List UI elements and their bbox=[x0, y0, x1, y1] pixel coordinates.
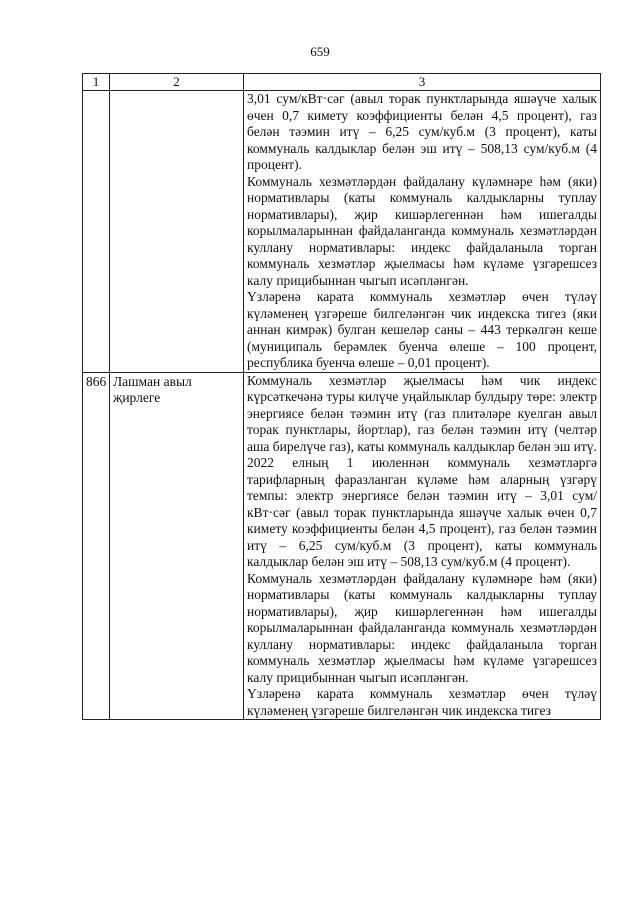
table-header-row bbox=[83, 74, 601, 91]
description-paragraph: Коммуналь хезмәтләрдән файдалану күләмнәре һәм (яки) нормативлары (каты коммуналь калдыкларны туплау нормативлары), җир кишәрлегеннән һәм ишегалды корылмаларыннан файдаланганда коммуналь хезмәтләрдән куллану нормативлары: индекс файдаланыла торган коммуналь хезмәтләр җыелмасы һәм күләме үзгәрешсез калу прицибыннан чыгып исәпләнгән. bbox=[247, 173, 597, 288]
row-name-cell bbox=[110, 91, 244, 373]
description-paragraph: Коммуналь хезмәтләр җыелмасы һәм чик индекс күрсәткечәнә туры килүче уңайлыклар булдыру төре: электр энергиясе белән тәэмин итү (газ плитәләре куелган авыл торак пунктлары, йортлар), газ белән тәэмин итү (челтәр аша бирелүче газ), каты коммуналь калдыклар белән эш итү. bbox=[247, 372, 597, 454]
row-name-cell bbox=[110, 372, 244, 720]
row-number-cell bbox=[83, 372, 110, 720]
description-paragraph: Үзләренә карата коммуналь хезмәтләр өчен түләү күләменең үзгәреше билгеләнгән чик индекска тигез (яки аннан кимрәк) булган кешеләр саны – 443 теркәлгән кеше (муниципаль берәмлек буенча өлеше – 100 процент, республика буенча өлеше – 0,01 процент). bbox=[247, 289, 597, 370]
column-header-description: 3 bbox=[244, 74, 601, 91]
column-header-number: 1 bbox=[83, 74, 110, 91]
row-number bbox=[83, 91, 109, 92]
settlement-name: Лашман авыл җирлеге bbox=[113, 373, 192, 405]
table-row bbox=[83, 91, 601, 373]
description-paragraph: 3,01 сум/кВт·сәг (авыл торак пунктларында яшәүче халык өчен 0,7 кимету коэффициенты белән 4,5 процент), газ белән тәэмин итү – 6,25 сум/куб.м (3 процент), каты коммуналь калдыклар белән эш итү – 508,13 сум/куб.м (4 процент). bbox=[247, 91, 597, 172]
table-row bbox=[83, 372, 601, 720]
row-description-cell bbox=[244, 91, 601, 373]
column-header-name: 2 bbox=[110, 74, 244, 91]
row-description-cell bbox=[244, 372, 601, 720]
row-number-cell bbox=[83, 91, 110, 373]
description-paragraph: Коммуналь хезмәтләрдән файдалану күләмнәре һәм (яки) нормативлары (каты коммуналь калдыкларны туплау нормативлары), җир кишәрлегеннән һәм ишегалды корылмаларыннан файдаланганда коммуналь хезмәтләрдән куллану нормативлары: индекс файдаланыла торган коммуналь хезмәтләр җыелмасы һәм күләме үзгәрешсез калу прицибыннан чыгып исәпләнгән. bbox=[247, 570, 597, 685]
settlement-name bbox=[110, 91, 243, 92]
description-paragraph: 2022 елның 1 июленнән коммуналь хезмәтләргә тарифларның фаразланган күләме һәм аларның үзгәрү темпы: электр энергиясе белән тәэмин итү – 3,01 сум/кВт·сәг (авыл торак пунктларында яшәүче халык өчен 0,7 кимету коэффициенты белән 4,5 процент), газ белән тәэмин итү – 6,25 сум/куб.м (3 процент), каты коммуналь калдыклар белән эш итү – 508,13 сум/куб.м (4 процент). bbox=[247, 455, 597, 569]
description-paragraph: Үзләренә карата коммуналь хезмәтләр өчен түләү күләменең үзгәреше билгеләнгән чик индекска тигез bbox=[247, 686, 597, 718]
row-number: 866 bbox=[86, 373, 107, 389]
page-number: 659 bbox=[310, 44, 330, 59]
document-table bbox=[82, 73, 601, 720]
